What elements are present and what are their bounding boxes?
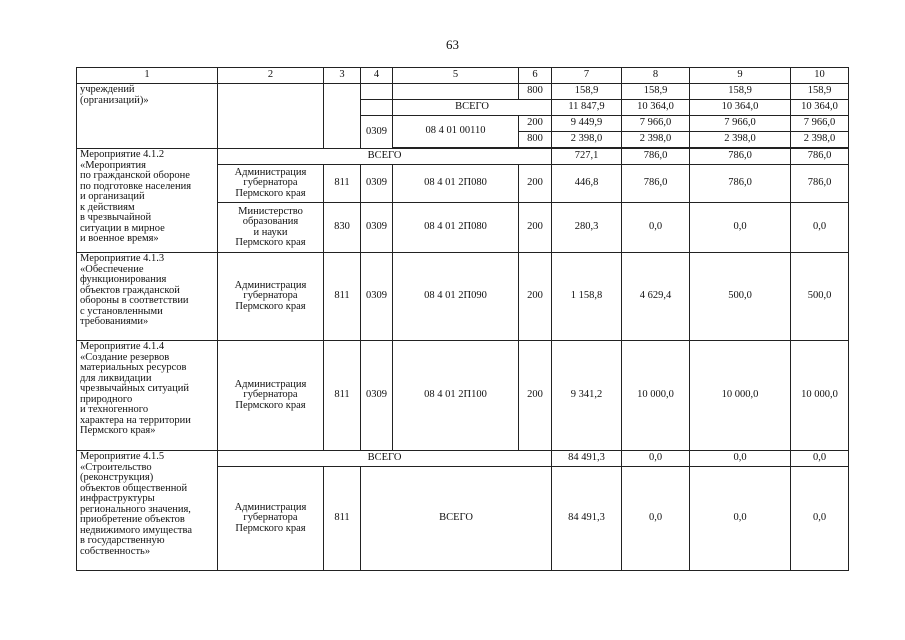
responsible-org: Администрация губернатора Пермского края [218, 165, 324, 203]
expense-type: 200 [519, 203, 552, 253]
target-article: 08 4 01 2П080 [393, 165, 519, 203]
value-col-10: 786,0 [791, 149, 849, 165]
total-label: ВСЕГО [393, 100, 552, 116]
section-code: 0309 [361, 253, 393, 341]
total-label: ВСЕГО [218, 451, 552, 467]
responsible-org: Министерство образования и науки Пермского края [218, 203, 324, 253]
responsible-org: Администрация губернатора Пермского края [218, 253, 324, 341]
value-col-7: 727,1 [552, 149, 622, 165]
expense-type: 800 [519, 132, 552, 148]
value-col-8: 10 000,0 [622, 341, 690, 451]
value-col-7: 446,8 [552, 165, 622, 203]
budget-table [76, 67, 849, 571]
value-col-7: 2 398,0 [552, 132, 622, 148]
header-col-4: 4 [361, 68, 393, 84]
row-description: Мероприятие 4.1.2 «Мероприятия по гражданской обороне по подготовке населения и организаций к действиям в чрезвычайной ситуации в мирное и военное время» [77, 149, 218, 253]
value-col-9: 7 966,0 [690, 116, 791, 132]
expense-type: 200 [519, 116, 552, 132]
admin-code: 811 [324, 467, 361, 571]
empty-cell [361, 100, 393, 116]
value-col-9: 500,0 [690, 253, 791, 341]
table-row [77, 341, 849, 451]
target-article: 08 4 01 2П090 [393, 253, 519, 341]
value-col-7: 9 449,9 [552, 116, 622, 132]
value-col-9: 10 000,0 [690, 341, 791, 451]
header-col-7: 7 [552, 68, 622, 84]
expense-type: 800 [519, 84, 552, 100]
value-col-7: 84 491,3 [552, 451, 622, 467]
value-col-9: 0,0 [690, 451, 791, 467]
value-col-8: 4 629,4 [622, 253, 690, 341]
section-code: 0309 [361, 116, 393, 149]
header-col-10: 10 [791, 68, 849, 84]
empty-cell [324, 84, 361, 149]
value-col-9: 2 398,0 [690, 132, 791, 148]
value-col-10: 7 966,0 [791, 116, 849, 132]
page-number: 63 [446, 37, 459, 52]
header-col-8: 8 [622, 68, 690, 84]
value-col-10: 10 000,0 [791, 341, 849, 451]
responsible-org: Администрация губернатора Пермского края [218, 467, 324, 571]
section-code: 0309 [361, 165, 393, 203]
value-col-10: 158,9 [791, 84, 849, 100]
total-label: ВСЕГО [361, 467, 552, 571]
value-col-8: 786,0 [622, 149, 690, 165]
value-col-9: 0,0 [690, 203, 791, 253]
table-row [77, 253, 849, 341]
expense-type: 200 [519, 253, 552, 341]
responsible-org: Администрация губернатора Пермского края [218, 341, 324, 451]
value-col-7: 11 847,9 [552, 100, 622, 116]
admin-code: 811 [324, 253, 361, 341]
value-col-7: 280,3 [552, 203, 622, 253]
header-row [77, 68, 849, 84]
value-col-9: 786,0 [690, 165, 791, 203]
value-col-8: 7 966,0 [622, 116, 690, 132]
value-col-10: 500,0 [791, 253, 849, 341]
value-col-10: 786,0 [791, 165, 849, 203]
row-description: Мероприятие 4.1.5 «Строительство (реконструкция) объектов общественной инфраструктуры регионального значения, приобретение объектов недвижимого имущества в государственную собственность» [77, 451, 218, 571]
header-col-6: 6 [519, 68, 552, 84]
row-description: Мероприятие 4.1.3 «Обеспечение функционирования объектов гражданской обороны в соответствии с установленными требованиями» [77, 253, 218, 341]
value-col-7: 84 491,3 [552, 467, 622, 571]
value-col-10: 0,0 [791, 451, 849, 467]
table-row [77, 149, 849, 165]
value-col-8: 158,9 [622, 84, 690, 100]
header-col-5: 5 [393, 68, 519, 84]
value-col-7: 9 341,2 [552, 341, 622, 451]
header-col-2: 2 [218, 68, 324, 84]
section-code: 0309 [361, 203, 393, 253]
admin-code: 811 [324, 341, 361, 451]
value-col-8: 10 364,0 [622, 100, 690, 116]
value-col-8: 0,0 [622, 451, 690, 467]
table-row [77, 84, 849, 100]
empty-cell [218, 84, 324, 149]
value-col-9: 786,0 [690, 149, 791, 165]
value-col-10: 2 398,0 [791, 132, 849, 148]
value-col-7: 1 158,8 [552, 253, 622, 341]
empty-cell [393, 84, 519, 100]
admin-code: 830 [324, 203, 361, 253]
value-col-8: 786,0 [622, 165, 690, 203]
admin-code: 811 [324, 165, 361, 203]
total-label: ВСЕГО [218, 149, 552, 165]
header-col-1: 1 [77, 68, 218, 84]
value-col-8: 0,0 [622, 467, 690, 571]
target-article: 08 4 01 2П080 [393, 203, 519, 253]
value-col-9: 10 364,0 [690, 100, 791, 116]
table-row [77, 451, 849, 467]
value-col-8: 0,0 [622, 203, 690, 253]
target-article: 08 4 01 00110 [393, 116, 519, 148]
value-col-10: 0,0 [791, 467, 849, 571]
section-code: 0309 [361, 341, 393, 451]
value-col-9: 0,0 [690, 467, 791, 571]
expense-type: 200 [519, 341, 552, 451]
target-article: 08 4 01 2П100 [393, 341, 519, 451]
header-col-9: 9 [690, 68, 791, 84]
value-col-7: 158,9 [552, 84, 622, 100]
empty-cell [361, 84, 393, 100]
value-col-9: 158,9 [690, 84, 791, 100]
value-col-10: 10 364,0 [791, 100, 849, 116]
value-col-10: 0,0 [791, 203, 849, 253]
expense-type: 200 [519, 165, 552, 203]
value-col-8: 2 398,0 [622, 132, 690, 148]
header-col-3: 3 [324, 68, 361, 84]
row-description: Мероприятие 4.1.4 «Создание резервов материальных ресурсов для ликвидации чрезвычайных ситуаций природного и техногенного характера на территории Пермского края» [77, 341, 218, 451]
row-description: учреждений (организаций)» [77, 84, 218, 149]
